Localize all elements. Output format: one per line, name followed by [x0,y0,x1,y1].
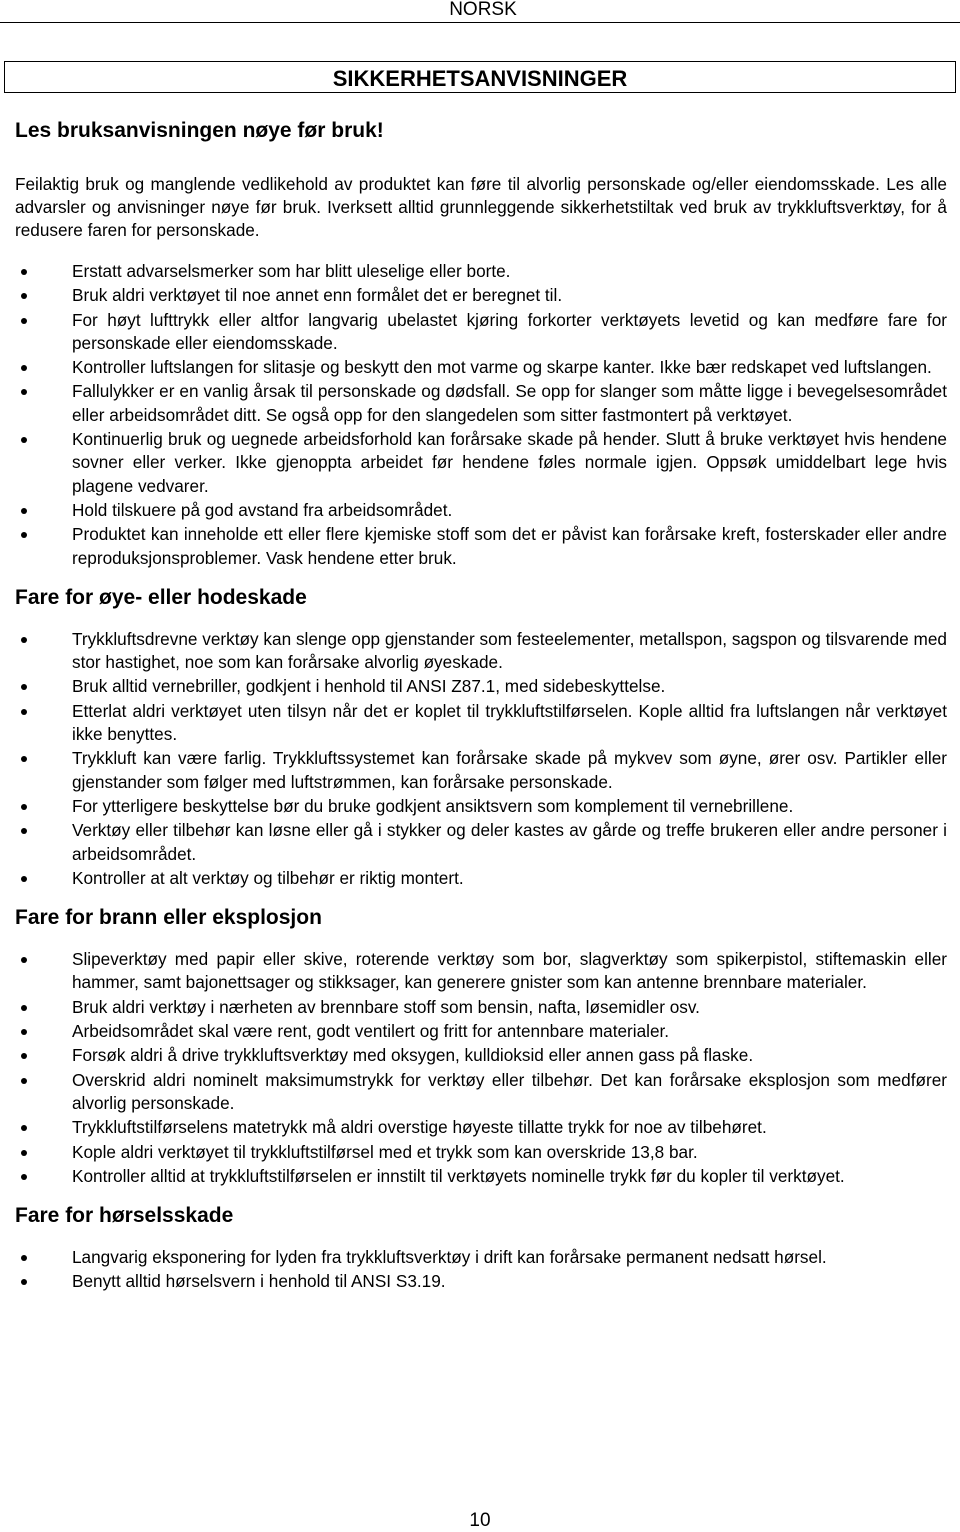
bullet-icon [21,957,27,963]
list-item-text: Trykkluftstilførselens matetrykk må aldri overstige høyeste tillatte trykk for noe av tilbehøret. [72,1117,767,1138]
bullet-icon [21,1150,27,1156]
list-item [15,996,947,1019]
bullet-icon [21,437,27,443]
section-heading-fire-explosion: Fare for brann eller eksplosjon [15,906,322,930]
list-item-text: Trykkluftsdrevne verktøy kan slenge opp gjenstander som festeelementer, metallspon, sagspon og tilsvarende med stor hastighet, noe som kan forårsake alvorlig øyeskade. [72,628,947,673]
bullet-icon [21,269,27,275]
list-item-text: For høyt lufttrykk eller altfor langvarig ubelastet kjøring forkorter verktøyets levetid og kan medføre fare for personskade eller eiendomsskade. [72,309,947,353]
list-item [15,523,947,570]
list-item-text: Overskrid aldri nominelt maksimumstrykk for verktøy eller tilbehør. Det kan forårsake eksplosjon som medfører alvorlig personskade. [72,1069,947,1113]
list-item-text: Bruk aldri verktøy i nærheten av brennbare stoff som bensin, nafta, løsemidler osv. [72,996,700,1017]
list-item-text: Benytt alltid hørselsvern i henhold til ANSI S3.19. [72,1271,446,1292]
section-bullet-list [15,1246,947,1294]
list-item [15,1270,947,1293]
list-item-text: Kontinuerlig bruk og uegnede arbeidsforhold kan forårsake skade på hender. Slutt å bruke verktøyet hvis hendene sovner eller verker. Ikke gjenoppta arbeidet før hendene føles normale igjen. Oppsøk umiddelbart lege hvis plagene vedvarer. [72,429,947,496]
bullet-icon [21,1279,27,1285]
list-item [15,948,947,995]
list-item [15,428,947,498]
list-item-text: Etterlat aldri verktøyet uten tilsyn når det er koplet til trykkluftstilførselen. Kople alltid fra luftslangen når verktøyet ikke benyttes. [72,700,947,745]
bullet-icon [21,1029,27,1035]
list-item [15,356,947,379]
list-item [15,747,947,794]
list-item-text: Forsøk aldri å drive trykkluftsverktøy med oksygen, kulldioksid eller annen gass på flaske. [72,1045,754,1066]
bullet-icon [21,1053,27,1059]
list-item-text: Arbeidsområdet skal være rent, godt ventilert og fritt for antennbare materialer. [72,1021,670,1042]
list-item [15,260,947,283]
bullet-icon [21,804,27,810]
bullet-icon [21,508,27,514]
list-item-text: Hold tilskuere på god avstand fra arbeidsområdet. [72,499,453,520]
bullet-icon [21,389,27,395]
page-title: SIKKERHETSANVISNINGER [332,66,628,91]
bullet-icon [21,1174,27,1180]
list-item-text: Langvarig eksponering for lyden fra trykkluftsverktøy i drift kan forårsake permanent nedsatt hørsel. [72,1247,827,1268]
intro-heading: Les bruksanvisningen nøye før bruk! [15,119,384,142]
list-item-text: Bruk alltid vernebriller, godkjent i henhold til ANSI Z87.1, med sidebeskyttelse. [72,676,666,697]
bullet-icon [21,828,27,834]
list-item [15,499,947,522]
section-heading-eye-head-injury: Fare for øye- eller hodeskade [15,585,307,609]
bullet-icon [21,318,27,324]
list-item-text: Erstatt advarselsmerker som har blitt uleselige eller borte. [72,261,511,281]
list-item-text: Slipeverktøy med papir eller skive, roterende verktøy som bor, slagverktøy som spikerpistol, stiftemaskin eller hammer, samt bajonettsager og stikksager, kan generere gnister som kan antenne brennbare materialer. [72,949,947,993]
bullet-icon [21,532,27,538]
bullet-icon [21,756,27,762]
header-divider [0,22,960,23]
list-item-text: For ytterligere beskyttelse bør du bruke godkjent ansiktsvern som komplement til vernebrillene. [72,795,794,816]
list-item-text: Kontroller luftslangen for slitasje og beskytt den mot varme og skarpe kanter. Ikke bær redskapet ved luftslangen. [72,357,932,378]
list-item [15,1116,947,1139]
bullet-icon [21,1078,27,1084]
section-bullet-list [15,948,947,1188]
bullet-icon [21,709,27,715]
bullet-icon [21,1005,27,1011]
bullet-icon [21,293,27,299]
list-item [15,284,947,307]
list-item-text: Bruk aldri verktøyet til noe annet enn formålet det er beregnet til. [72,285,563,306]
list-item [15,819,947,866]
list-item-text: Verktøy eller tilbehør kan løsne eller gå i stykker og deler kastes av gårde og treffe brukeren eller andre personer i arbeidsområdet. [72,820,947,864]
page-number: 10 [469,1510,491,1531]
list-item [15,1069,947,1116]
section-heading-hearing-damage: Fare for hørselsskade [15,1204,234,1228]
list-item-text: Kontroller at alt verktøy og tilbehør er riktig montert. [72,867,464,888]
bullet-icon [21,684,27,690]
list-item [15,1044,947,1067]
page-header-language [0,0,960,21]
list-item-text: Fallulykker er en vanlig årsak til personskade og dødsfall. Se opp for slanger som måtte ligge i bevegelsesområdet eller arbeidsområdet ditt. Se også opp for den slangedelen som sitter fastmontert på verktøyet. [72,381,947,425]
language-label: NORSK [449,0,517,20]
bullet-icon [21,365,27,371]
list-item-text: Produktet kan inneholde ett eller flere kjemiske stoff som det er påvist kan forårsake kreft, fosterskader eller andre reproduksjonsproblemer. Vask hendene etter bruk. [72,524,947,568]
bullet-icon [21,876,27,882]
bullet-icon [21,637,27,643]
list-item [15,700,947,747]
document-body [15,117,947,1295]
bullet-icon [21,1125,27,1131]
intro-paragraph: Feilaktig bruk og manglende vedlikehold av produktet kan føre til alvorlig personskade og/eller eiendomsskade. Les alle advarsler og anvisninger nøye før bruk. Iverksett alltid grunnleggende sikkerhetstiltak ved bruk av trykkluftsverktøy, for å redusere faren for personskade. [15,174,947,240]
list-item [15,1246,947,1269]
intro-bullet-list [15,260,947,570]
list-item-text: Trykkluft kan være farlig. Trykkluftssystemet kan forårsake skade på mykvev som øyne, ører osv. Partikler eller gjenstander som følger med luftstrømmen, kan forårsake personskade. [72,748,947,792]
list-item [15,1141,947,1164]
list-item-text: Kople aldri verktøyet til trykkluftstilførsel med et trykk som kan overskride 13,8 bar. [72,1141,698,1162]
list-item [15,867,947,890]
list-item [15,309,947,356]
list-item [15,628,947,675]
bullet-icon [21,1255,27,1261]
list-item [15,1165,947,1188]
title-box [4,61,956,93]
list-item-text: Kontroller alltid at trykkluftstilførselen er innstilt til verktøyets nominelle trykk før du kopler til verktøyet. [72,1165,845,1186]
list-item [15,675,947,698]
list-item [15,380,947,427]
section-bullet-list [15,628,947,890]
list-item [15,795,947,818]
list-item [15,1020,947,1043]
